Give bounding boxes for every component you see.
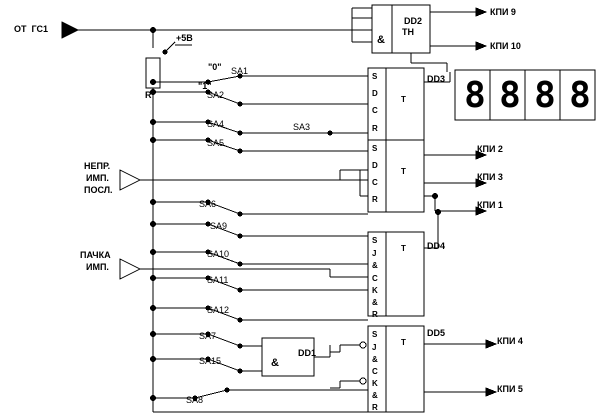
nepr-imp-input — [120, 170, 368, 190]
output-label-kpi10: КПИ 10 — [490, 41, 521, 51]
pin-dd4-c: C — [372, 274, 378, 283]
pin-dd4-j: J — [372, 249, 377, 258]
pin-dd4-r: R — [372, 310, 378, 319]
pin-dd3-bot-d: D — [372, 161, 378, 170]
switch-label-sa6: SA6 — [199, 199, 217, 209]
switch-label-sa1: SA1 — [231, 66, 249, 76]
label-input-pachka: ПАЧКА — [80, 250, 111, 260]
pin-dd3-bot-r: R — [372, 195, 378, 204]
pin-dd5-t: T — [401, 338, 406, 347]
display-digit-2: 8 — [499, 74, 521, 116]
switch-label-sa11: SA11 — [207, 275, 229, 285]
pin-dd3-bot-t: T — [401, 167, 406, 176]
switch-label-sa10: SA10 — [207, 249, 230, 259]
pin-dd5-and2: & — [372, 391, 378, 400]
chip-dd2 — [372, 5, 486, 72]
pin-dd5-s: S — [372, 330, 378, 339]
output-label-kpi1: КПИ 1 — [477, 200, 503, 210]
output-label-kpi3: КПИ 3 — [477, 172, 503, 182]
label-input-gs1: ОТ ГС1 — [14, 24, 48, 34]
chip-dd4 — [352, 210, 441, 317]
switch-label-sa15: SA15 — [199, 356, 222, 366]
label-input-imp-1: ИМП. — [86, 173, 109, 183]
chip-label-dd1: DD1 — [298, 348, 317, 358]
chip-label-dd2: DD2 — [404, 16, 423, 26]
output-label-kpi9: КПИ 9 — [490, 7, 516, 17]
switch-label-sa3: SA3 — [293, 122, 311, 132]
pin-dd4-and2: & — [372, 298, 378, 307]
output-label-kpi5: КПИ 5 — [497, 384, 523, 394]
pin-dd4-t: T — [401, 244, 406, 253]
label-logic-0: "0" — [208, 62, 222, 72]
pin-dd4-k: K — [372, 286, 378, 295]
pin-dd5-k: K — [372, 379, 378, 388]
pin-dd3-top-c: C — [372, 106, 378, 115]
chip-dd5 — [330, 326, 496, 412]
switch-label-sa9: SA9 — [210, 221, 228, 231]
and-symbol-dd2: & — [377, 34, 385, 46]
label-input-posl: ПОСЛ. — [84, 185, 113, 195]
pin-dd3-bot-s: S — [372, 144, 378, 153]
chip-label-dd4: DD4 — [427, 241, 446, 251]
pin-dd5-r: R — [372, 403, 378, 412]
pachka-imp-input — [120, 259, 368, 279]
pin-dd4-s: S — [372, 236, 378, 245]
switch-label-sa5: SA5 — [207, 138, 225, 148]
label-input-imp-2: ИМП. — [86, 262, 109, 272]
pin-dd4-and1: & — [372, 261, 378, 270]
label-resistor: R — [145, 90, 152, 100]
pin-dd3-top-t: T — [401, 95, 406, 104]
power-supply-branch — [146, 28, 420, 413]
switch-label-sa4: SA4 — [207, 119, 225, 129]
and-symbol-dd1: & — [271, 357, 279, 369]
chip-label-dd3: DD3 — [427, 74, 446, 84]
pin-dd3-top-s: S — [372, 72, 378, 81]
chip-label-th: ТН — [402, 27, 414, 37]
output-label-kpi4: КПИ 4 — [497, 336, 523, 346]
display-digit-1: 8 — [464, 74, 486, 116]
pin-dd3-top-r: R — [372, 124, 378, 133]
pin-dd5-and1: & — [372, 355, 378, 364]
switch-label-sa12: SA12 — [207, 305, 230, 315]
label-input-nepr: НЕПР. — [84, 161, 111, 171]
pin-dd3-top-d: D — [372, 89, 378, 98]
display-digit-3: 8 — [534, 74, 556, 116]
output-label-kpi2: КПИ 2 — [477, 144, 503, 154]
pin-dd3-bot-c: C — [372, 178, 378, 187]
pin-dd5-j: J — [372, 343, 377, 352]
label-power-5v: +5В — [176, 33, 193, 43]
switch-label-sa2: SA2 — [207, 90, 225, 100]
gs1-input-bus — [62, 8, 372, 42]
label-logic-1: "1" — [198, 81, 212, 91]
switch-label-sa8: SA8 — [186, 395, 204, 405]
switch-label-sa7: SA7 — [199, 331, 217, 341]
display-digit-4: 8 — [569, 74, 591, 116]
pin-dd5-c: C — [372, 367, 378, 376]
chip-label-dd5: DD5 — [427, 328, 446, 338]
